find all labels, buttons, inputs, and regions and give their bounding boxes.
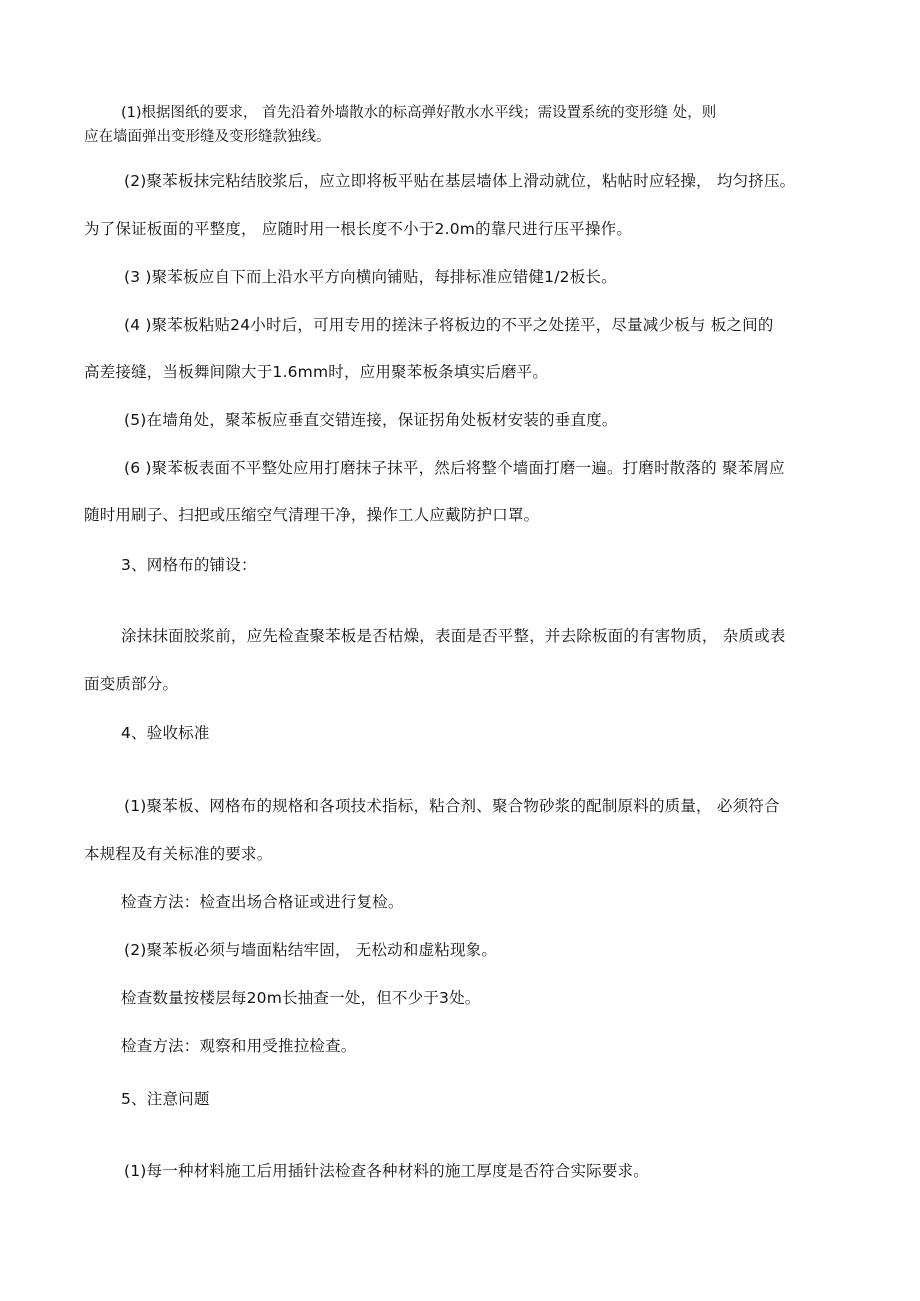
para-4-line-1: (4 )聚苯板粘贴24小时后，可用专用的搓沫子将板边的不平之处搓平，尽量减少板与 板之间的 (124, 316, 774, 334)
section-4-heading: 4、验收标准 (121, 724, 210, 742)
check-method-1: 检查方法：检查出场合格证或进行复检。 (121, 893, 404, 911)
section-3-heading: 3、网格布的铺设： (121, 556, 257, 574)
para-1-line-2: 应在墙面弹出变形缝及变形缝款独线。 (84, 129, 331, 145)
para-1-line-1: (1)根据图纸的要求， 首先沿着外墙散水的标高弹好散水水平线；需设置系统的变形缝 处，则 (121, 105, 717, 121)
section-5-heading: 5、注意问题 (121, 1090, 210, 1108)
para-4-line-2: 高差接缝，当板舞间隙大于1.6mm时，应用聚苯板条填实后磨平。 (84, 363, 549, 381)
check-method-2: 检查方法：观察和用受推拉检查。 (121, 1037, 357, 1055)
check-quantity: 检查数量按楼层每20m长抽查一处，但不少于3处。 (121, 989, 481, 1007)
para-9-line-1: (2)聚苯板必须与墙面粘结牢固， 无松动和虚粘现象。 (124, 941, 498, 959)
para-8-line-1: (1)聚苯板、网格布的规格和各项技术指标，粘合剂、聚合物砂浆的配制原料的质量， 必须符合 (124, 797, 780, 815)
para-8-line-2: 本规程及有关标准的要求。 (84, 845, 273, 863)
para-6-line-1: (6 )聚苯板表面不平整处应用打磨抹子抹平，然后将整个墙面打磨一遍。打磨时散落的 聚苯屑应 (124, 459, 785, 477)
para-2-line-2: 为了保证板面的平整度， 应随时用一根长度不小于2.0m的靠尺进行压平操作。 (84, 220, 633, 238)
para-10-line-1: (1)每一种材料施工后用插针法检查各种材料的施工厚度是否符合实际要求。 (124, 1162, 649, 1180)
para-7-line-1: 涂抹抹面胶浆前，应先检查聚苯板是否枯燥，表面是否平整，并去除板面的有害物质， 杂质或表 (121, 627, 786, 645)
para-2-line-1: (2)聚苯板抹完粘结胶浆后，应立即将板平贴在基层墙体上滑动就位，粘帖时应轻操， 均匀挤压。 (124, 172, 796, 190)
para-3-line-1: (3 )聚苯板应自下而上沿水平方向横向铺贴，每排标准应错健1/2板长。 (124, 268, 617, 286)
para-7-line-2: 面变质部分。 (84, 675, 179, 693)
para-6-line-2: 随时用刷子、扫把或压缩空气清理干净，操作工人应戴防护口罩。 (84, 506, 540, 524)
para-5-line-1: (5)在墙角处，聚苯板应垂直交错连接，保证拐角处板材安装的垂直度。 (124, 411, 618, 429)
